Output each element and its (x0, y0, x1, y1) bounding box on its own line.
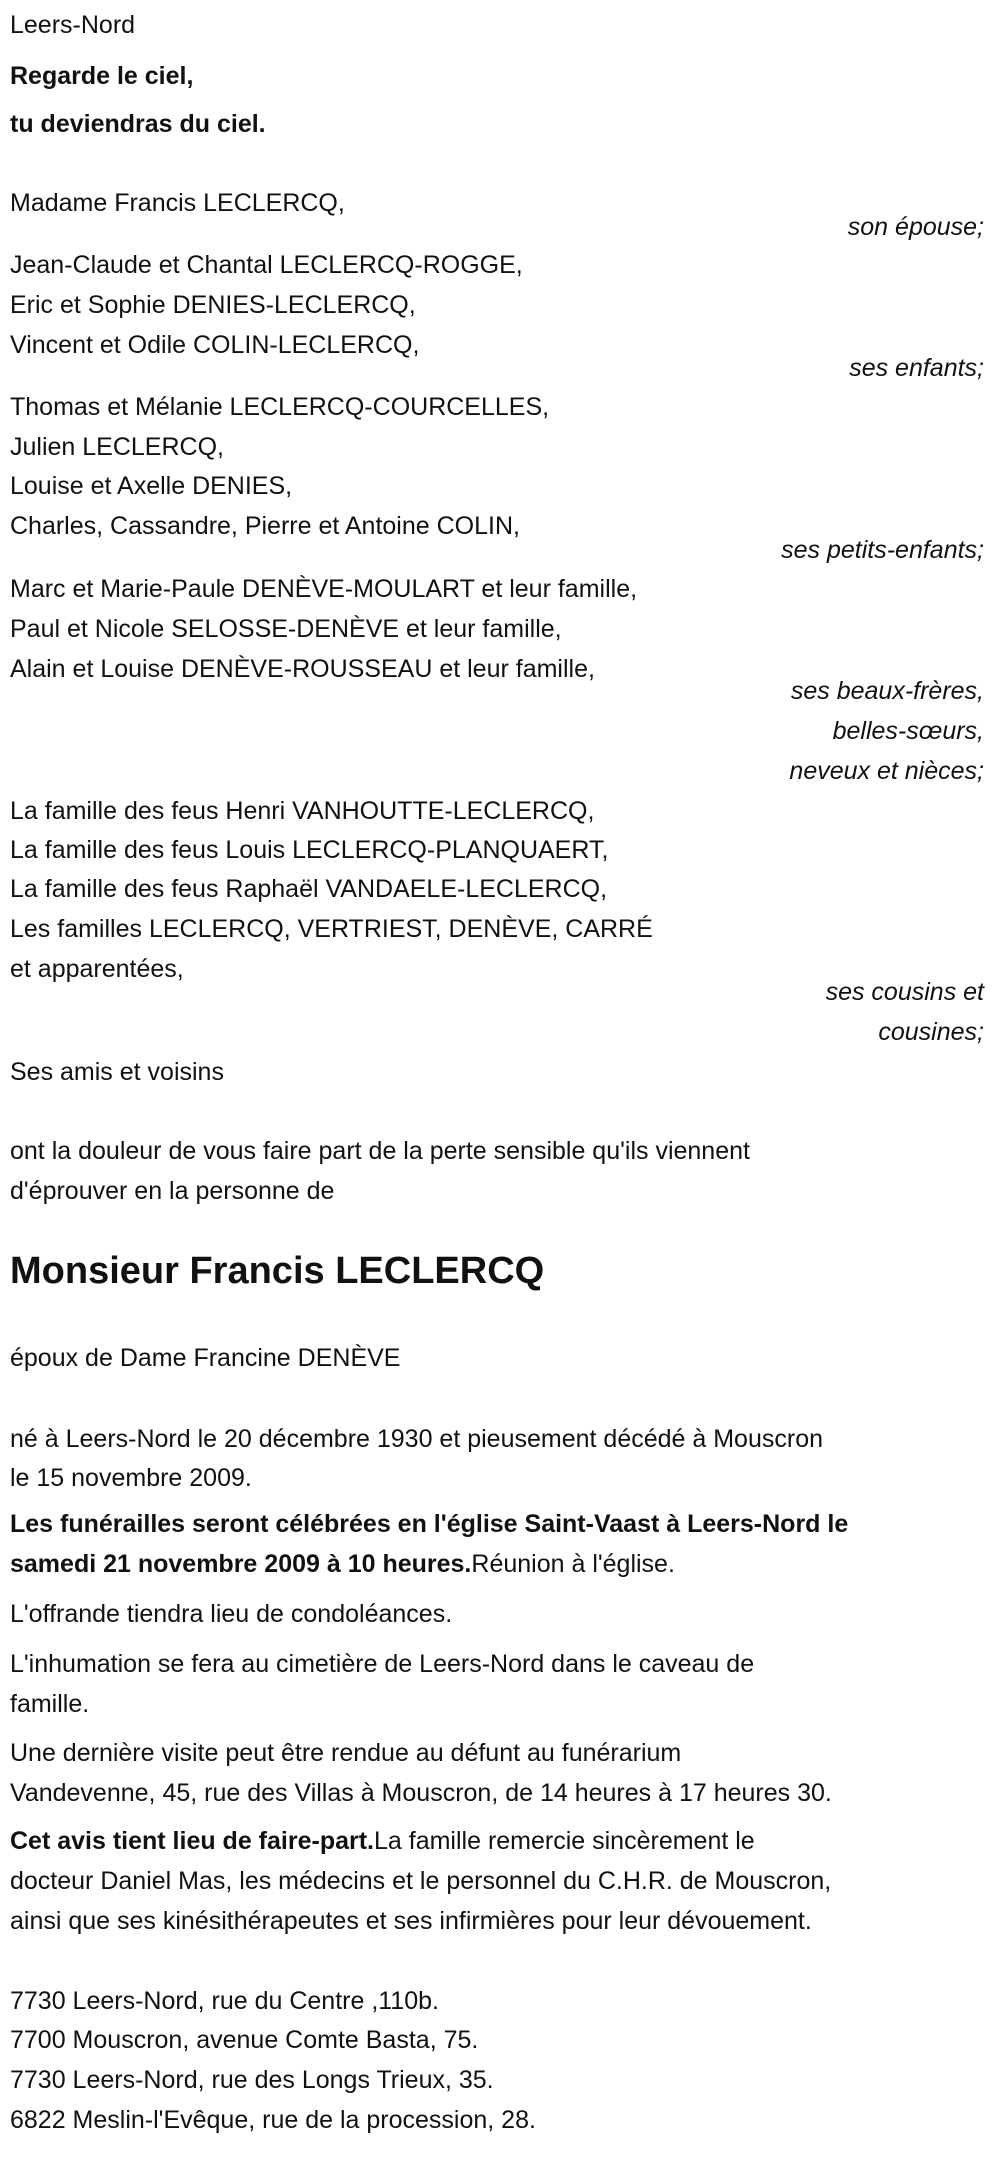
relation: neveux et nièces; (789, 757, 984, 785)
motto-line: Regarde le ciel, (10, 62, 194, 90)
motto-line: tu deviendras du ciel. (10, 110, 266, 138)
family-name: Vincent et Odile COLIN-LECLERCQ, (10, 331, 420, 359)
thanks-text: La famille remercie sincèrement le (374, 1827, 755, 1855)
visit-line: Vandevenne, 45, rue des Villas à Mouscron, de 14 heures à 17 heures 30. (10, 1779, 832, 1807)
offering-line: L'offrande tiendra lieu de condoléances. (10, 1600, 453, 1628)
thanks-line (10, 1821, 755, 1861)
family-name: Louise et Axelle DENIES, (10, 472, 293, 500)
family-name: et apparentées, (10, 955, 184, 983)
funeral-line: Les funérailles seront célébrées en l'église Saint-Vaast à Leers-Nord le (10, 1510, 849, 1538)
family-name: Madame Francis LECLERCQ, (10, 189, 345, 217)
family-name: Charles, Cassandre, Pierre et Antoine COLIN, (10, 512, 520, 540)
place: Leers-Nord (10, 11, 136, 39)
family-name: Ses amis et voisins (10, 1058, 224, 1086)
relation: ses petits-enfants; (781, 536, 984, 564)
relation: belles-sœurs, (832, 717, 984, 745)
address: 7730 Leers-Nord, rue du Centre ,110b. (10, 1987, 439, 2015)
relation: son épouse; (847, 213, 984, 241)
visit-line: Une dernière visite peut être rendue au défunt au funérarium (10, 1739, 682, 1767)
family-name: La famille des feus Henri VANHOUTTE-LECLERCQ, (10, 797, 595, 825)
family-name: Thomas et Mélanie LECLERCQ-COURCELLES, (10, 393, 550, 421)
family-name: Paul et Nicole SELOSSE-DENÈVE et leur famille, (10, 615, 562, 643)
birth-death-line: le 15 novembre 2009. (10, 1464, 252, 1492)
burial-line: famille. (10, 1690, 90, 1718)
address: 6822 Meslin-l'Evêque, rue de la procession, 28. (10, 2106, 536, 2134)
relation: ses enfants; (849, 354, 984, 382)
thanks-line: ainsi que ses kinésithérapeutes et ses infirmières pour leur dévouement. (10, 1907, 812, 1935)
family-name: Jean-Claude et Chantal LECLERCQ-ROGGE, (10, 251, 523, 279)
burial-line: L'inhumation se fera au cimetière de Leers-Nord dans le caveau de (10, 1650, 755, 1678)
address: 7700 Mouscron, avenue Comte Basta, 75. (10, 2026, 479, 2054)
birth-death-line: né à Leers-Nord le 20 décembre 1930 et pieusement décédé à Mouscron (10, 1425, 824, 1453)
family-name: Julien LECLERCQ, (10, 433, 224, 461)
thanks-line: docteur Daniel Mas, les médecins et le personnel du C.H.R. de Mouscron, (10, 1867, 832, 1895)
family-name: Marc et Marie-Paule DENÈVE-MOULART et leur famille, (10, 575, 638, 603)
relation: cousines; (878, 1018, 984, 1046)
family-name: Eric et Sophie DENIES-LECLERCQ, (10, 291, 416, 319)
family-name: La famille des feus Raphaël VANDAELE-LECLERCQ, (10, 875, 608, 903)
thanks-bold: Cet avis tient lieu de faire-part. (10, 1827, 374, 1855)
funeral-date: samedi 21 novembre 2009 à 10 heures. (10, 1550, 472, 1578)
address: 7730 Leers-Nord, rue des Longs Trieux, 35. (10, 2066, 494, 2094)
family-name: Alain et Louise DENÈVE-ROUSSEAU et leur famille, (10, 655, 595, 683)
funeral-meeting: Réunion à l'église. (471, 1550, 675, 1578)
announcement-line: d'éprouver en la personne de (10, 1177, 335, 1205)
spouse-line: époux de Dame Francine DENÈVE (10, 1344, 401, 1372)
family-name: La famille des feus Louis LECLERCQ-PLANQUAERT, (10, 836, 609, 864)
deceased-name: Monsieur Francis LECLERCQ (10, 1250, 545, 1292)
funeral-line (10, 1544, 675, 1584)
relation: ses cousins et (825, 978, 984, 1006)
announcement-line: ont la douleur de vous faire part de la perte sensible qu'ils viennent (10, 1137, 750, 1165)
family-name: Les familles LECLERCQ, VERTRIEST, DENÈVE, CARRÉ (10, 915, 653, 943)
relation: ses beaux-frères, (790, 677, 984, 705)
